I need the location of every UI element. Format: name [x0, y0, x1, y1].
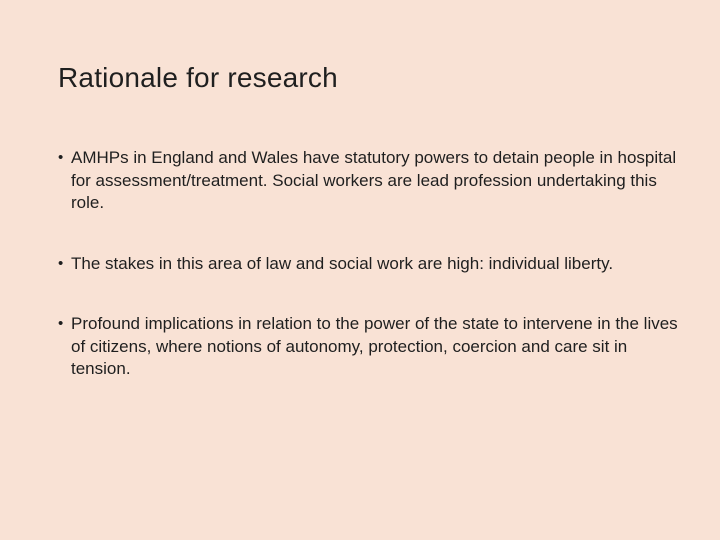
slide-title: Rationale for research	[58, 62, 338, 93]
bullet-text-3: Profound implications in relation to the power of the state to intervene in the lives of citizens, where notions of autonomy, protection, coercion and care sit in tension.	[71, 314, 678, 378]
bullet-marker: •	[58, 149, 64, 166]
bullet-item-3	[58, 313, 678, 381]
bullet-marker: •	[58, 315, 64, 332]
bullet-item-2	[58, 253, 678, 276]
bullet-marker: •	[58, 254, 64, 272]
bullet-item-1	[58, 147, 678, 215]
bullet-text-1: AMHPs in England and Wales have statutory powers to detain people in hospital for assessment/treatment. Social workers are lead profession undertaking this role.	[71, 148, 677, 212]
bullet-list	[58, 147, 678, 381]
bullet-text-2: The stakes in this area of law and social work are high: individual liberty.	[71, 253, 614, 273]
